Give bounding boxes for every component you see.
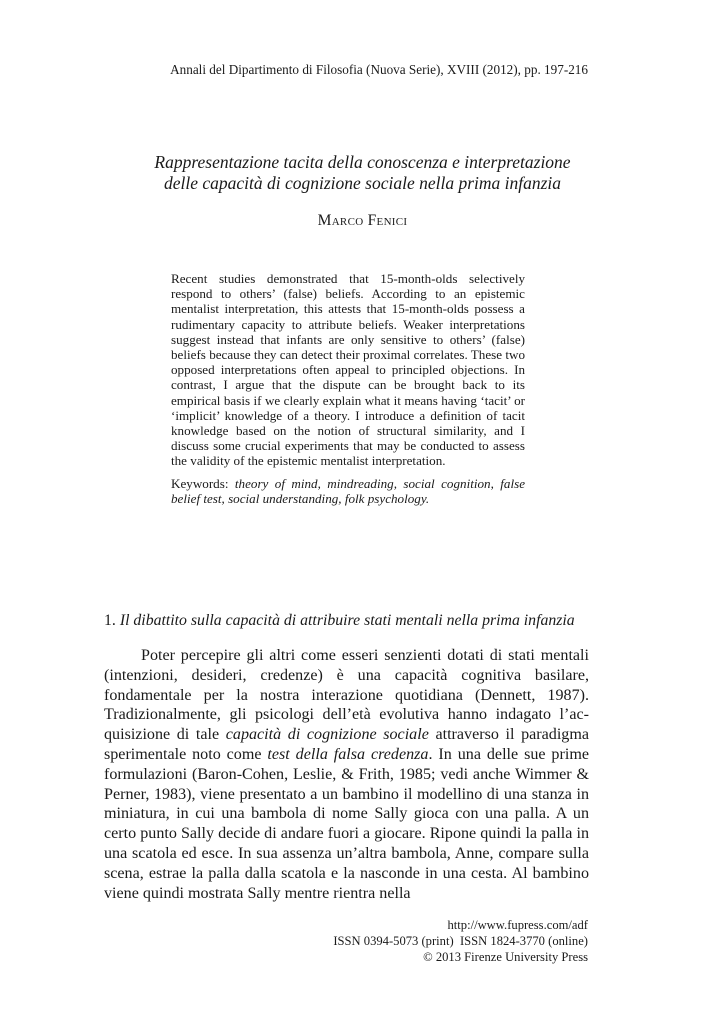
section-number: 1.	[104, 612, 116, 629]
body-text-part-1: Poter percepire gli altri come esseri senzienti dotati di stati mentali (intenzioni, desideri, credenze) è una capacità cognitiva basilare, fondamentale per la nostra interazione quotidiana (Dennett, 1987). Tradizionalmente, gli psicologi dell’età evolutiva hanno indagato l’acquisizione di tale	[104, 647, 589, 744]
footer-issn: ISSN 0394-5073 (print) ISSN 1824-3770 (online)	[333, 933, 588, 948]
body-text-part-3: . In una delle sue prime formulazioni (Baron-Cohen, Leslie, & Frith, 1985; vedi anche Wimmer & Perner, 1983), viene presentato a un bambino il modellino di una stanza in miniatura, in cui una bambola di nome Sally gioca con una palla. A un certo punto Sally decide di andare fuori a giocare. Ripone quindi la palla in una scatola ed esce. In sua assenza un’altra bambola, Anne, compare sulla scena, estrae la palla dalla scatola e la nasconde in una cesta. Al bambino viene quindi mostrata Sally mentre rientra nella	[104, 745, 589, 902]
footer-url: http://www.fupress.com/adf	[447, 918, 588, 932]
footer-copyright: © 2013 Firenze University Press	[423, 949, 588, 964]
article-title-line-1: Rappresentazione tacita della conoscenza e interpretazione	[154, 152, 571, 172]
section-heading	[104, 612, 604, 630]
body-emphasis-2: test della falsa credenza	[267, 745, 429, 763]
section-title: Il dibattito sulla capacità di attribuire stati mentali nella prima infanzia	[119, 612, 575, 629]
body-paragraph	[104, 646, 589, 903]
keywords-list: theory of mind, mindreading, social cognition, false belief test, social understanding, folk psychology.	[171, 475, 526, 506]
article-title-line-2: delle capacità di cognizione sociale nella prima infanzia	[163, 173, 562, 193]
body-text-part-2: attraverso il paradigma sperimentale noto come	[104, 726, 589, 763]
article-title	[0, 152, 725, 194]
running-head: Annali del Dipartimento di Filosofia (Nuova Serie), XVIII (2012), pp. 197-216	[170, 62, 588, 77]
author-name: Marco Fenici	[317, 212, 408, 229]
body-emphasis-1: capacità di cognizione sociale	[225, 726, 429, 744]
footer	[333, 918, 588, 965]
keywords	[171, 476, 525, 506]
abstract-text: Recent studies demonstrated that 15-month-olds selectively respond to others’ (false) beliefs. According to an epistemic mentalist interpretation, this attests that 15-month-olds possess a rudimentary capacity to attribute beliefs. Weaker interpretations suggest instead that infants are only sensitive to others’ (false) beliefs because they can detect their proximal correlates. These two opposed interpretations often appeal to principled objections. In contrast, I argue that the dispute can be brought back to its empirical basis if we clearly explain what it means having ‘tacit’ or ‘implicit’ knowledge of a theory. I introduce a definition of tacit knowledge based on the notion of structural similarity, and I discuss some crucial experiments that may be conducted to assess the validity of the epistemic mentalist interpretation.	[171, 271, 525, 469]
keywords-label: Keywords:	[171, 475, 229, 491]
abstract	[171, 271, 525, 506]
